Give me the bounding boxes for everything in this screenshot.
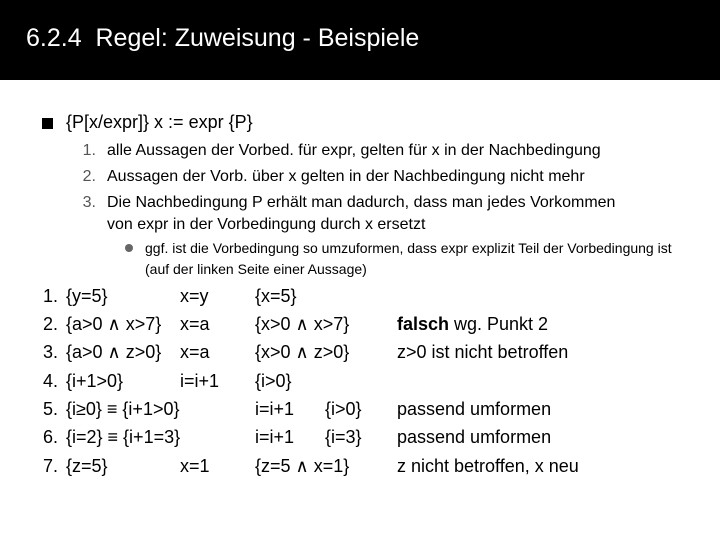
example-precondition: {i+1>0}: [66, 371, 124, 391]
example-precondition: {a>0 ∧ x>7}: [66, 314, 162, 334]
sub-item-number: 3.: [82, 194, 96, 211]
square-bullet-icon: [42, 118, 53, 129]
example-number: 4.: [42, 371, 58, 391]
example-postcondition: {i>0}: [255, 371, 292, 391]
sub-item-text: Aussagen der Vorb. über x gelten in der Nachbedingung nicht mehr: [107, 168, 585, 185]
example-postcondition-2: {i=3}: [325, 427, 362, 447]
example-comment: wg. Punkt 2: [449, 314, 549, 334]
example-comment: passend umformen: [397, 427, 552, 447]
example-number: 6.: [42, 427, 58, 447]
example-comment: z>0 ist nicht betroffen: [397, 342, 569, 362]
title-bar: [0, 0, 720, 80]
sub-sub-item-text: ggf. ist die Vorbedingung so umzuformen, dass expr explizit Teil der Vorbedingung ist (auf der linken Seite einer Aussage): [145, 240, 672, 277]
example-postcondition: {z=5 ∧ x=1}: [255, 456, 350, 476]
example-assignment: i=i+1: [180, 371, 220, 391]
round-bullet-icon: [125, 244, 133, 252]
example-number: 7.: [42, 456, 58, 476]
example-number: 1.: [42, 286, 58, 306]
example-postcondition: {x>0 ∧ x>7}: [255, 314, 350, 334]
example-precondition: {i=2} ≡ {i+1=3}: [66, 427, 181, 447]
example-postcondition-2: {i>0}: [325, 399, 362, 419]
example-assignment: x=1: [180, 456, 210, 476]
example-precondition: {y=5}: [66, 286, 108, 306]
slide-title: 6.2.4 Regel: Zuweisung - Beispiele: [26, 24, 420, 52]
example-postcondition: {x>0 ∧ z>0}: [255, 342, 350, 362]
main-bullet-text: {P[x/expr]} x := expr {P}: [66, 112, 253, 132]
example-number: 2.: [42, 314, 58, 334]
sub-item-number: 2.: [82, 168, 96, 185]
example-assignment: x=a: [180, 342, 210, 362]
sub-item-text: alle Aussagen der Vorbed. für expr, gelten für x in der Nachbedingung: [107, 142, 601, 159]
example-number: 3.: [42, 342, 58, 362]
sub-item-number: 1.: [82, 142, 96, 159]
example-postcondition: {x=5}: [255, 286, 297, 306]
example-precondition: {z=5}: [66, 456, 108, 476]
example-comment-bold: falsch: [397, 314, 450, 334]
sub-item-text-continued: von expr in der Vorbedingung durch x ersetzt: [107, 216, 426, 233]
sub-item-text: Die Nachbedingung P erhält man dadurch, dass man jedes Vorkommen: [107, 194, 616, 211]
example-comment: z nicht betroffen, x neu: [397, 456, 579, 476]
example-assignment: x=y: [180, 286, 209, 306]
example-postcondition: i=i+1: [255, 427, 295, 447]
example-postcondition: i=i+1: [255, 399, 295, 419]
example-comment: passend umformen: [397, 399, 552, 419]
example-precondition: {a>0 ∧ z>0}: [66, 342, 162, 362]
example-number: 5.: [42, 399, 58, 419]
example-precondition: {i≥0} ≡ {i+1>0}: [66, 399, 180, 419]
example-assignment: x=a: [180, 314, 210, 334]
